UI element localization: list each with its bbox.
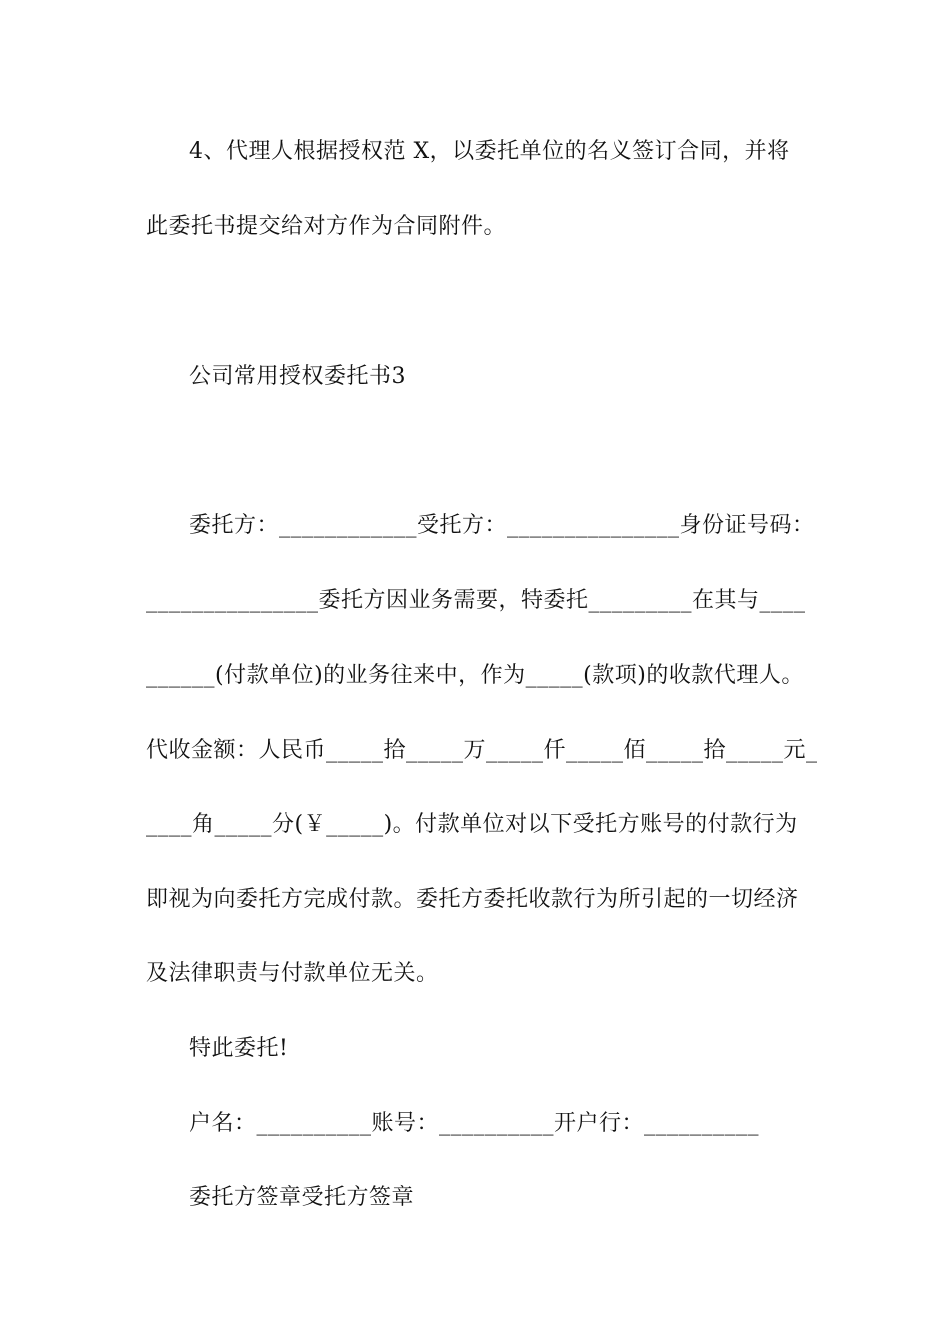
body-line-3: ______(付款单位)的业务往来中，作为_____(款项)的收款代理人。 [146, 663, 804, 688]
body-line-5: ____角_____分(￥_____)。付款单位对以下受托方账号的付款行为 [146, 812, 798, 837]
body-line-4: 代收金额：人民币_____拾_____万_____仟_____佰_____拾_____元_ [146, 738, 818, 763]
body-line-7: 及法律职责与付款单位无关。 [146, 961, 439, 986]
paragraph-4-line-1: 4、代理人根据授权范 X，以委托单位的名义签订合同，并将 [189, 139, 790, 164]
signature-line: 委托方签章受托方签章 [189, 1185, 415, 1210]
closing-text: 特此委托! [189, 1036, 289, 1061]
body-line-1: 委托方：____________受托方：_______________身份证号码： [189, 513, 815, 538]
account-line: 户名：__________账号：__________开户行：__________ [189, 1111, 760, 1136]
body-line-2: _______________委托方因业务需要，特委托_________在其与____ [146, 588, 806, 613]
section-title: 公司常用授权委托书3 [189, 364, 406, 389]
paragraph-4-line-2: 此委托书提交给对方作为合同附件。 [146, 214, 507, 239]
body-line-6: 即视为向委托方完成付款。委托方委托收款行为所引起的一切经济 [146, 887, 799, 912]
